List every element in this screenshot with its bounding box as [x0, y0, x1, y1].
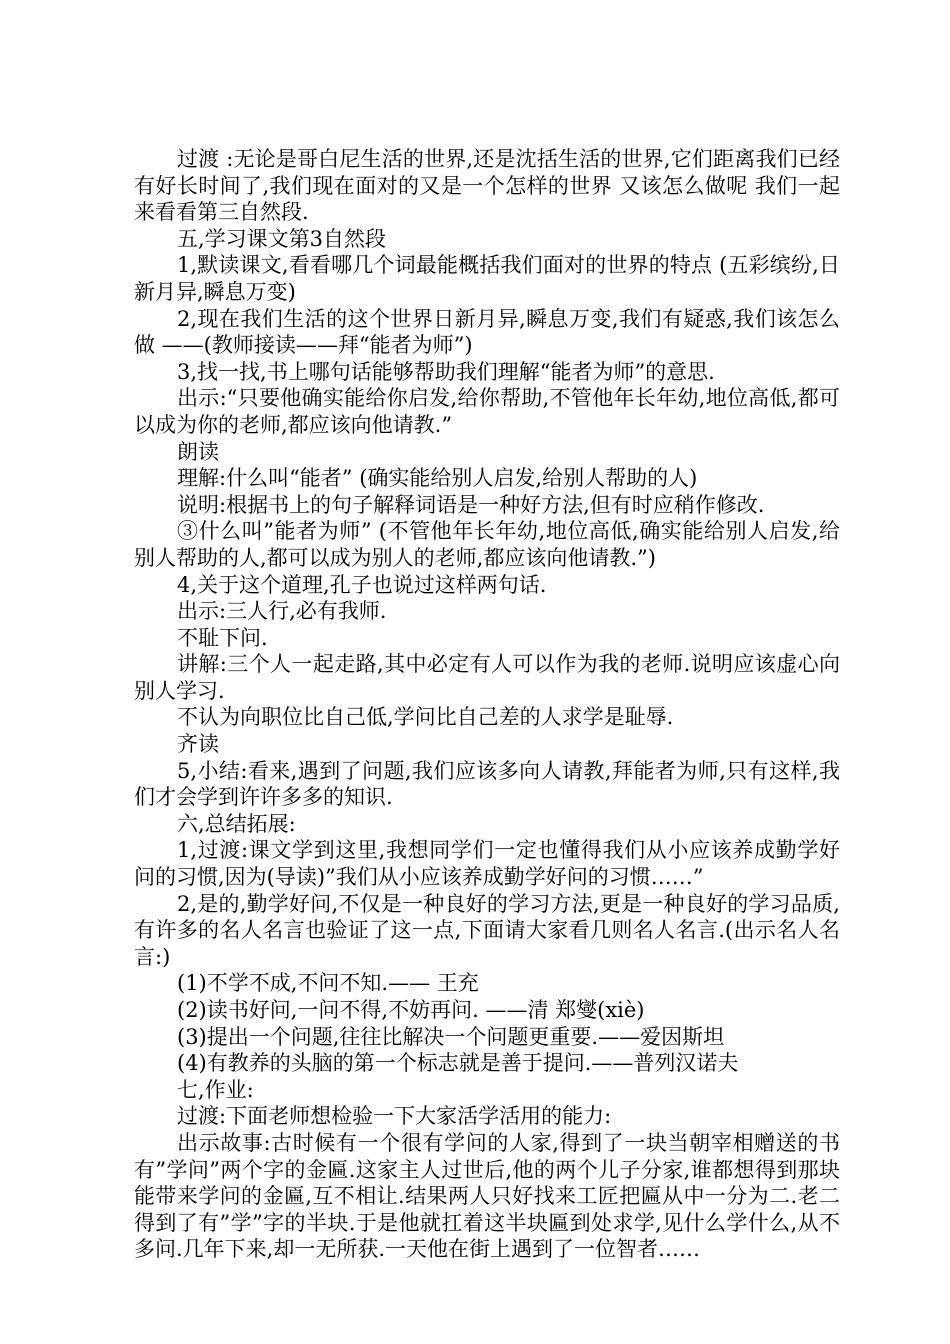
summary-paragraph: 5,小结:看来,遇到了问题,我们应该多向人请教,拜能者为师,只有这样,我们才会学到许许多多的知识. — [134, 758, 840, 810]
explanation-line: 说明:根据书上的句子解释词语是一种好方法,但有时应稍作修改. — [177, 492, 765, 517]
step-3-paragraph: 3,找一找,书上哪句话能够帮助我们理解“能者为师”的意思. — [177, 359, 715, 384]
show-quote-paragraph: 出示:“只要他确实能给你启发,给你帮助,不管他年长年幼,地位高低,都可以成为你的老师,都应该向他请教.” — [134, 386, 840, 437]
confucius-quote-1: 出示:三人行,必有我师. — [177, 599, 387, 624]
famous-quote-2: (2)读书好问,一问不得,不妨再问. ——清 郑燮(xiè) — [177, 998, 645, 1022]
step-4-paragraph: 4,关于这个道理,孔子也说过这样两句话. — [177, 572, 547, 597]
understanding-line: 理解:什么叫“能者” (确实能给别人启发,给别人帮助的人) — [177, 466, 698, 491]
transition-paragraph: 过渡 :无论是哥白尼生活的世界,还是沈括生活的世界,它们距离我们已经有好长时间了,我们现在面对的又是一个怎样的世界 又该怎么做呢 我们一起来看看第三自然段. — [134, 147, 840, 225]
famous-quote-3: (3)提出一个问题,往往比解决一个问题更重要.——爱因斯坦 — [177, 1024, 725, 1049]
confucius-quote-2: 不耻下问. — [177, 625, 268, 650]
extension-step-2: 2,是的,勤学好问,不仅是一种良好的学习方法,更是一种良好的学习品质,有许多的名人名言也验证了这一点,下面请大家看几则名人名言.(出示名人名言:) — [134, 891, 840, 969]
section-heading-5: 五,学习课文第3自然段 — [177, 226, 387, 251]
document-body — [134, 146, 840, 1263]
extension-step-1: 1,过渡:课文学到这里,我想同学们一定也懂得我们从小应该养成勤学好问的习惯,因为(导读)”我们从小应该养成勤学好问的习惯……” — [134, 838, 840, 890]
story-paragraph: 出示故事:古时候有一个很有学问的人家,得到了一块当朝宰相赠送的书有”学问”两个字的金匾.这家主人过世后,他的两个儿子分家,谁都想得到那块能带来学问的金匾,互不相让.结果两人只好找来工匠把匾从中一分为二.老二得到了有”学”字的半块.于是他就扛着这半块匾到处求学,见什么学什么,从不多问.几年下来,却一无所获.一天他在街上遇到了一位智者…… — [134, 1130, 840, 1262]
read-together-line: 齐读 — [177, 732, 219, 757]
homework-transition: 过渡:下面老师想检验一下大家活学活用的能力: — [177, 1104, 612, 1129]
famous-quote-1: (1)不学不成,不问不知.—— 王充 — [177, 971, 479, 996]
famous-quote-4: (4)有教养的头脑的第一个标志就是善于提问.——普列汉诺夫 — [177, 1051, 739, 1076]
step-2-paragraph: 2,现在我们生活的这个世界日新月异,瞬息万变,我们有疑惑,我们该怎么做 ——(教师接读——拜“能者为师”) — [134, 306, 840, 358]
lecture-paragraph-2: 不认为向职位比自己低,学问比自己差的人求学是耻辱. — [177, 705, 674, 730]
section-heading-6: 六,总结拓展: — [177, 811, 296, 836]
definition-paragraph: ③什么叫”能者为师” (不管他年长年幼,地位高低,确实能给别人启发,给别人帮助的人,都可以成为别人的老师,都应该向他请教.”) — [134, 519, 840, 570]
lecture-paragraph: 讲解:三个人一起走路,其中必定有人可以作为我的老师.说明应该虚心向别人学习. — [134, 652, 840, 703]
read-aloud-line: 朗读 — [177, 439, 219, 464]
step-1-paragraph: 1,默读课文,看看哪几个词最能概括我们面对的世界的特点 (五彩缤纷,日新月异,瞬息万变) — [134, 253, 840, 304]
section-heading-7: 七,作业: — [177, 1077, 254, 1102]
